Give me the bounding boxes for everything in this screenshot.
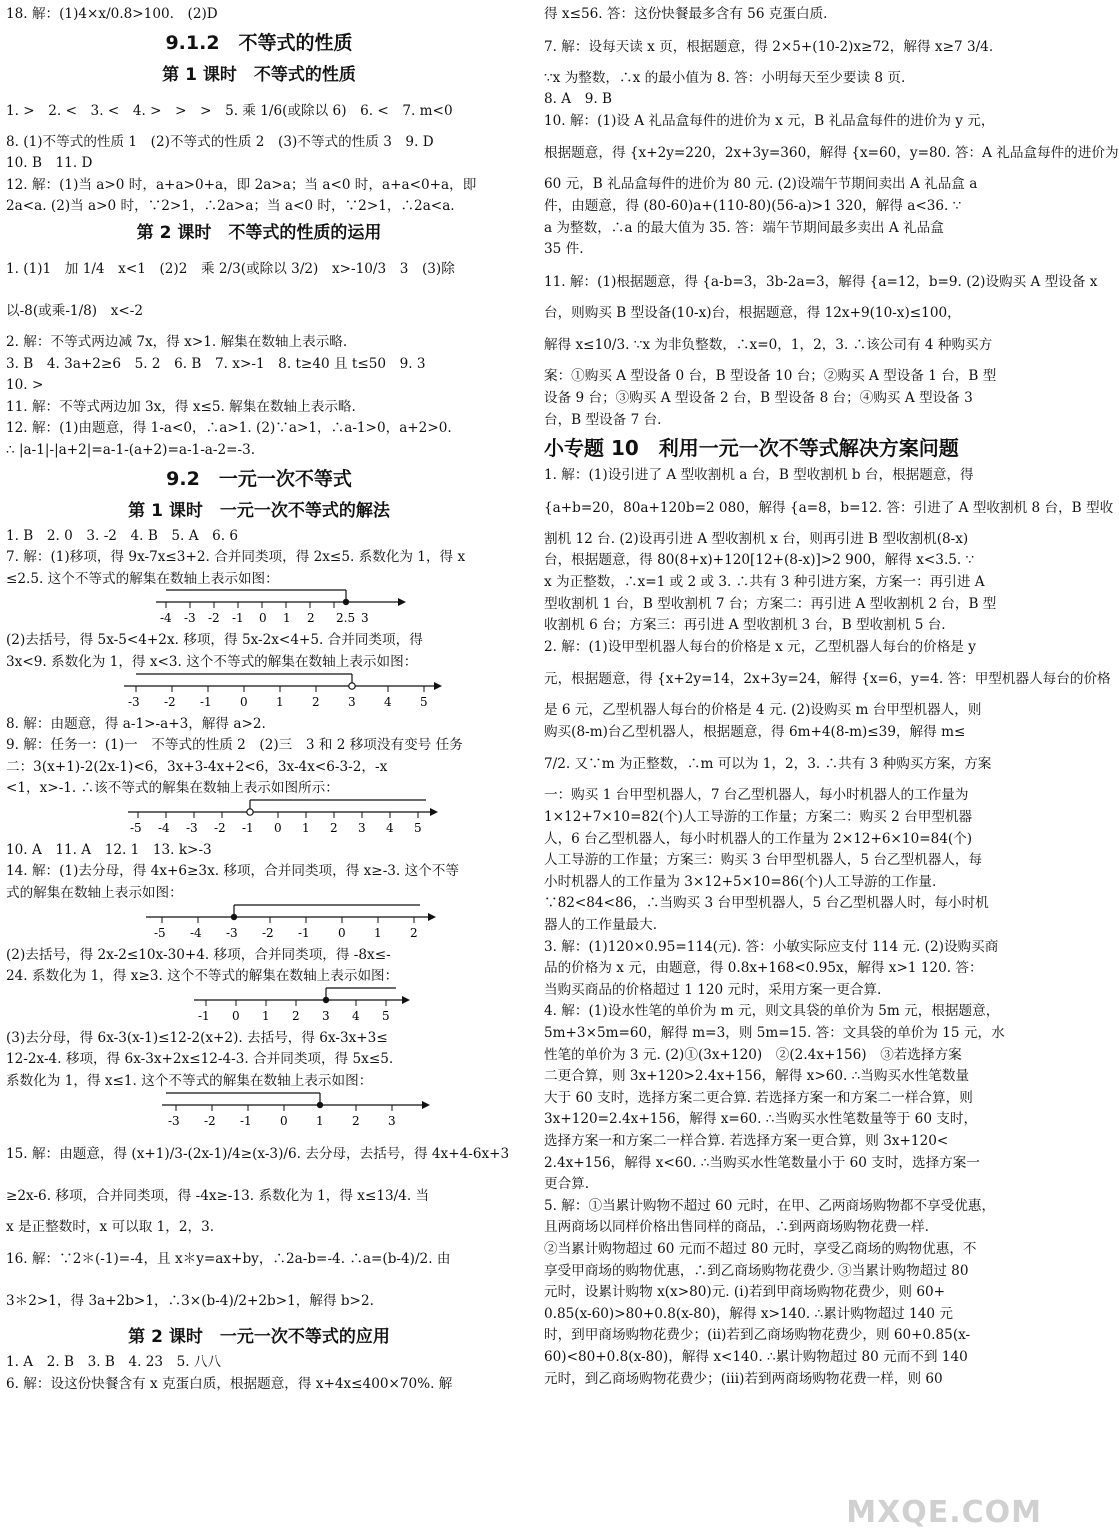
number-line (6, 1093, 512, 1133)
tick-label: 3 (348, 694, 356, 709)
tick-label: 3 (322, 1008, 330, 1023)
tick-label: -2 (262, 925, 274, 940)
text-line: 6. 解：设这份快餐含有 x 克蛋白质，根据题意，得 x+4x≤400×70%. 解 (6, 1375, 453, 1392)
tick-label: 5 (382, 1008, 390, 1023)
text-line: 台，则购买 B 型设备(10-x)台，根据题意，得 12x+9(10-x)≤100， (544, 304, 961, 321)
tick-label: 3 (358, 820, 366, 835)
text-line: 5. 解：①当累计购物不超过 60 元时，在甲、乙两商场购物都不享受优惠， (544, 1197, 996, 1214)
text-line: 2.4x+156，解得 x<60. ∴当购买水性笔数量小于 60 支时，选择方案一 (544, 1154, 980, 1171)
text-line: 3x+120=2.4x+156，解得 x=60. ∴当购买水性笔数量等于 60 支时， (544, 1111, 978, 1128)
section-heading: 9.2 一元一次不等式 (166, 467, 352, 490)
lesson-heading: 第 1 课时 不等式的性质 (162, 64, 356, 85)
text-line: 小时机器人的工作量为 3×12+5×10=86(个)人工导游的工作量. (544, 873, 937, 890)
text-line: 15. 解：由题意，得 (x+1)/3-(2x-1)/4≥(x-3)/6. 去分母，去括号，得 4x+4-6x+3 (6, 1145, 510, 1162)
text-line: x 是正整数时，x 可以取 1，2，3. (6, 1218, 215, 1235)
topic-heading: 小专题 10 利用一元一次不等式解决方案问题 (544, 436, 959, 461)
number-line-figure (6, 988, 512, 1028)
text-line: 0.85(x-60)>80+0.8(x-80)，解得 x>140. ∴累计购物超过 140 元 (544, 1305, 953, 1322)
lesson-heading: 第 1 课时 一元一次不等式的解法 (128, 500, 390, 521)
tick-label: 3 (361, 611, 369, 626)
text-line: 1. 解：(1)设引进了 A 型收割机 a 台，B 型收割机 b 台，根据题意，得 (544, 467, 974, 484)
tick-label: -2 (208, 611, 220, 626)
tick-label: 2 (410, 925, 418, 940)
tick-label: -3 (226, 925, 238, 940)
text-line: ②当累计购物超过 60 元而不超过 80 元时，享受乙商场的购物优惠，不 (544, 1240, 977, 1257)
text-line: 人工导游的工作量；方案三：购买 3 台甲型机器人，5 台乙型机器人，每 (544, 852, 983, 869)
text-line: 3x<9. 系数化为 1，得 x<3. 这个不等式的解集在数轴上表示如图： (6, 653, 418, 670)
text-line: 10. 解：(1)设 A 礼品盒每件的进价为 x 元，B 礼品盒每件的进价为 y 元， (544, 112, 995, 129)
text-line: 3. 解：(1)120×0.95=114(元). 答：小敏实际应支付 114 元. (2)设购买商 (544, 938, 999, 955)
text-line: 元时，设累计购物 x(x>80)元. (ⅰ)若到甲商场购物花费少，则 60+ (544, 1284, 946, 1301)
text-line: 7. 解：(1)移项，得 9x-7x≤3+2. 合并同类项，得 2x≤5. 系数化为 1，得 x (6, 549, 466, 566)
tick-label: 1 (302, 820, 310, 835)
tick-label: 5 (414, 820, 422, 835)
tick-label: 0 (274, 820, 282, 835)
text-line: 解得 x≤10/3. ∵x 为非负整数，∴x=0，1，2，3. ∴该公司有 4 种购买方 (544, 337, 993, 354)
number-line (6, 905, 512, 945)
text-line: 人，6 台乙型机器人，每小时机器人的工作量为 2×12+6×10=84(个) (544, 830, 973, 847)
text-line: 8. A 9. B (544, 91, 612, 108)
text-line: 更合算. (544, 1176, 590, 1193)
text-line: 11. 解：(1)根据题意，得 {a-b=3，3b-2a=3，解得 {a=12，b=9. (2)设购买 A 型设备 x (544, 273, 1098, 290)
text-line: 60 元，B 礼品盒每件的进价为 80 元. (2)设端午节期间卖出 A 礼品盒 a (544, 176, 978, 193)
tick-label: -1 (298, 925, 310, 940)
tick-label: 0 (232, 1008, 240, 1023)
text-line: 11. 解：不等式两边加 3x，得 x≤5. 解集在数轴上表示略. (6, 398, 356, 415)
tick-label: 2 (307, 611, 315, 626)
text-line: 选择方案一和方案二一样合算. 若选择方案一更合算，则 3x+120< (544, 1132, 949, 1149)
text-line: 设备 9 台；③购买 A 型设备 2 台，B 型设备 8 台；④购买 A 型设备 3 (544, 389, 973, 406)
text-line: 是 6 元，乙型机器人每台的价格是 4 元. (2)设购买 m 台甲型机器人，则 (544, 702, 982, 719)
text-line: 且两商场以同样价格出售同样的商品，∴到两商场购物花费一样. (544, 1219, 929, 1236)
text-line: 元，根据题意，得 {x+2y=14，2x+3y=24，解得 {x=6，y=4. 答：甲型机器人每台的价格 (544, 671, 1111, 688)
text-line: 1. (1)1 加 1/4 x<1 (2)2 乘 2/3(或除以 3/2) x>-10/3 3 (3)除 (6, 260, 455, 277)
text-line: 3＊2>1，得 3a+2b>1，∴3×(b-4)/2+2b>1，解得 b>2. (6, 1293, 374, 1310)
text-line: 享受甲商场的购物优惠，∴到乙商场购物花费少. ③当累计购物超过 80 (544, 1262, 969, 1279)
text-line: 14. 解：(1)去分母，得 4x+6≥3x. 移项，合并同类项，得 x≥-3. 这个不等 (6, 863, 459, 880)
text-line: (2)去括号，得 2x-2≤10x-30+4. 移项，合并同类项，得 -8x≤- (6, 946, 391, 963)
text-line: {a+b=20，80a+120b=2 080，解得 {a=8，b=12. 答：引进了 A 型收割机 8 台，B 型收 (544, 499, 1114, 516)
text-line: 二：3(x+1)-2(2x-1)<6，3x+3-4x+2<6，3x-4x<6-3-2，-x (6, 758, 388, 775)
tick-label: -2 (204, 1113, 216, 1128)
tick-label: 1 (316, 1113, 324, 1128)
text-line: 1×12+7×10=82(个)人工导游的工作量；方案二：购买 2 台甲型机器 (544, 809, 973, 826)
text-line: 8. (1)不等式的性质 1 (2)不等式的性质 2 (3)不等式的性质 3 9. D (6, 133, 434, 150)
text-line: 7/2. 又∵m 为正整数，∴m 可以为 1，2，3. ∴共有 3 种购买方案，方案 (544, 756, 992, 773)
text-line: ∵x 为整数，∴x 的最小值为 8. 答：小明每天至少要读 8 页. (544, 69, 906, 86)
tick-label: -1 (200, 694, 212, 709)
text-line: 性笔的单价为 3 元. (2)①(3x+120) ②(2.4x+156) ③若选择方案 (544, 1046, 962, 1063)
tick-label: 1 (283, 611, 291, 626)
tick-label: 4 (352, 1008, 360, 1023)
watermark-logo: MXQE.COM (846, 1495, 1042, 1530)
text-line: 3. B 4. 3a+2≥6 5. 2 6. B 7. x>-1 8. t≥40 且 t≤50 9. 3 (6, 355, 426, 372)
tick-label: -3 (168, 1113, 180, 1128)
text-line: 2. 解：不等式两边减 7x，得 x>1. 解集在数轴上表示略. (6, 333, 348, 350)
number-line-figure (6, 590, 512, 630)
number-line-figure (6, 905, 512, 945)
text-line: 1. A 2. B 3. B 4. 23 5. 八八 (6, 1354, 222, 1371)
number-line (6, 590, 512, 630)
text-line: 得 x≤56. 答：这份快餐最多含有 56 克蛋白质. (544, 6, 828, 22)
text-line: 式的解集在数轴上表示如图： (6, 885, 183, 902)
text-line: ≥2x-6. 移项，合并同类项，得 -4x≥-13. 系数化为 1，得 x≤13/4. 当 (6, 1187, 430, 1204)
lesson-heading: 第 2 课时 不等式的性质的运用 (136, 222, 382, 243)
text-line: 5m+3×5m=60，解得 m=3，则 5m=15. 答：文具袋的单价为 15 元，水 (544, 1025, 1005, 1041)
text-line: 收割机 6 台；方案三：再引进 A 型收割机 3 台，B 型收割机 5 台. (544, 617, 946, 634)
tick-label: 1 (262, 1008, 270, 1023)
text-line: ≤2.5. 这个不等式的解集在数轴上表示如图： (6, 570, 279, 587)
tick-label: -3 (128, 694, 140, 709)
text-line: 9. 解：任务一：(1)一 不等式的性质 2 (2)三 3 和 2 移项没有变号 任务 (6, 737, 463, 754)
tick-label: -4 (158, 820, 170, 835)
number-line (6, 988, 512, 1028)
text-line: (3)去分母，得 6x-3(x-1)≤12-2(x+2). 去括号，得 6x-3x+3≤ (6, 1029, 388, 1046)
tick-label: -2 (214, 820, 226, 835)
tick-label: -5 (154, 925, 166, 940)
text-line: 12. 解：(1)当 a>0 时，a+a>0+a，即 2a>a；当 a<0 时，a+a<0+a，即 (6, 176, 477, 193)
text-line: 元时，到乙商场购物花费少；(ⅲ)若到两商场购物花费一样，则 60 (544, 1370, 943, 1387)
text-line: 割机 12 台. (2)设再引进 A 型收割机 x 台，则再引进 B 型收割机(8-x) (544, 530, 969, 547)
text-line: 根据题意，得 {x+2y=220，2x+3y=360，解得 {x=60，y=80. 答：A 礼品盒每件的进价为 (544, 145, 1119, 162)
text-line: 时，到甲商场购物花费少；(ⅱ)若到乙商场购物花费少，则 60+0.85(x- (544, 1327, 971, 1344)
text-line: 一：购买 1 台甲型机器人，7 台乙型机器人，每小时机器人的工作量为 (544, 787, 969, 804)
number-line-figure (6, 674, 512, 714)
text-line: 台，根据题意，得 80(8+x)+120[12+(8-x)]>2 900，解得 x<3.5. ∵ (544, 552, 975, 569)
text-line: 案：①购买 A 型设备 0 台，B 型设备 10 台；②购买 A 型设备 1 台，B 型 (544, 368, 997, 385)
tick-label: 2 (352, 1113, 360, 1128)
text-line: 2a<a. (2)当 a>0 时，∵2>1，∴2a>a；当 a<0 时，∵2>1，∴2a<a. (6, 198, 455, 215)
number-line (6, 674, 512, 714)
text-line: ∵82<84<86，∴当购买 3 台甲型机器人，5 台乙型机器人时，每小时机 (544, 895, 989, 912)
text-line: 10. A 11. A 12. 1 13. k>-3 (6, 841, 212, 858)
tick-label: 2 (330, 820, 338, 835)
text-line: 4. 解：(1)设水性笔的单价为 m 元，则文具袋的单价为 5m 元，根据题意， (544, 1003, 1000, 1020)
text-line: 购买(8-m)台乙型机器人，根据题意，得 6m+4(8-m)≤39，解得 m≤ (544, 723, 966, 740)
text-line: 24. 系数化为 1，得 x≥3. 这个不等式的解集在数轴上表示如图： (6, 968, 399, 985)
text-line: a 为整数，∴a 的最大值为 35. 答：端午节期间最多卖出 A 礼品盒 (544, 219, 944, 236)
tick-label: 4 (384, 694, 392, 709)
text-line: 二更合算，则 3x+120>2.4x+156，解得 x>60. ∴当购买水性笔数量 (544, 1068, 970, 1085)
text-line: 系数化为 1，得 x≤1. 这个不等式的解集在数轴上表示如图： (6, 1073, 373, 1090)
number-line (6, 800, 512, 840)
text-line: 10. B 11. D (6, 155, 93, 172)
right-column (544, 4, 1119, 1390)
tick-label: 3 (388, 1113, 396, 1128)
tick-label: 1 (276, 694, 284, 709)
tick-label: 2 (292, 1008, 300, 1023)
text-line: 品的价格为 x 元，由题意，得 0.8x+168<0.95x，解得 x>1 120. 答： (544, 960, 983, 977)
tick-label: -1 (242, 820, 254, 835)
text-line: 16. 解：∵2＊(-1)=-4，且 x＊y=ax+by，∴2a-b=-4. ∴a=(b-4)/2. 由 (6, 1251, 451, 1268)
tick-label: -4 (160, 611, 172, 626)
text-line: 大于 60 支时，选择方案二更合算. 若选择方案一和方案二一样合算，则 (544, 1089, 973, 1106)
lesson-heading: 第 2 课时 一元一次不等式的应用 (128, 1327, 390, 1348)
tick-label: 2 (312, 694, 320, 709)
tick-label: -1 (240, 1113, 252, 1128)
tick-label: -3 (186, 820, 198, 835)
text-line: 当购买商品的价格超过 1 120 元时，采用方案一更合算. (544, 981, 882, 998)
text-line: 7. 解：设每天读 x 页，根据题意，得 2×5+(10-2)x≥72，解得 x≥7 3/4. (544, 38, 994, 55)
text-line: ∴ |a-1|-|a+2|=a-1-(a+2)=a-1-a-2=-3. (6, 441, 256, 458)
text-line: 件，由题意，得 (80-60)a+(110-80)(56-a)>1 320，解得 a<36. ∵ (544, 197, 962, 214)
tick-label: -1 (232, 611, 244, 626)
text-line: (2)去括号，得 5x-5<4+2x. 移项，得 5x-2x<4+5. 合并同类项，得 (6, 632, 423, 649)
number-line-figure (6, 800, 512, 840)
text-line: 台，B 型设备 7 台. (544, 411, 662, 428)
tick-label: 0 (259, 611, 267, 626)
tick-label: 0 (280, 1113, 288, 1128)
text-line: 型收割机 1 台，B 型收割机 7 台；方案二：再引进 A 型收割机 2 台，B 型 (544, 595, 997, 612)
text-line: 1. > 2. < 3. < 4. > > > 5. 乘 1/6(或除以 6) 6. < 7. m<0 (6, 102, 453, 119)
tick-label: 1 (374, 925, 382, 940)
text-line: 器人的工作量最大. (544, 917, 658, 934)
text-line: 60)<80+0.8(x-80)，解得 x<140. ∴累计购物超过 80 元而不到 140 (544, 1348, 968, 1365)
text-line: 以-8(或乘-1/8) x<-2 (6, 302, 143, 319)
text-line: 1. B 2. 0 3. -2 4. B 5. A 6. 6 (6, 527, 239, 544)
tick-label: -1 (198, 1008, 210, 1023)
tick-label: -3 (184, 611, 196, 626)
text-line: 2. 解：(1)设甲型机器人每台的价格是 x 元，乙型机器人每台的价格是 y (544, 638, 976, 655)
tick-label: 0 (240, 694, 248, 709)
tick-label: -4 (190, 925, 202, 940)
text-line: 18. 解：(1)4×x/0.8>100. (2)D (6, 6, 218, 22)
tick-label: 4 (386, 820, 394, 835)
tick-label: 2.5 (336, 611, 356, 626)
text-line: 10. > (6, 377, 44, 394)
tick-label: -2 (164, 694, 176, 709)
text-line: 35 件. (544, 241, 584, 258)
section-heading: 9.1.2 不等式的性质 (165, 31, 353, 54)
left-column (6, 4, 512, 1395)
text-line: 12-2x-4. 移项，得 6x-3x+2x≤12-4-3. 合并同类项，得 5x≤5. (6, 1051, 394, 1068)
number-line-figure (6, 1093, 512, 1133)
tick-label: 0 (338, 925, 346, 940)
text-line: x 为正整数，∴x=1 或 2 或 3. ∴共有 3 种引进方案，方案一：再引进 A (544, 573, 985, 590)
tick-label: -5 (130, 820, 142, 835)
text-line: 12. 解：(1)由题意，得 1-a<0，∴a>1. (2)∵a>1，∴a-1>0，a+2>0. (6, 420, 452, 437)
tick-label: 5 (420, 694, 428, 709)
text-line: <1，x>-1. ∴该不等式的解集在数轴上表示如图所示： (6, 780, 339, 797)
text-line: 8. 解：由题意，得 a-1>-a+3，解得 a>2. (6, 715, 266, 732)
